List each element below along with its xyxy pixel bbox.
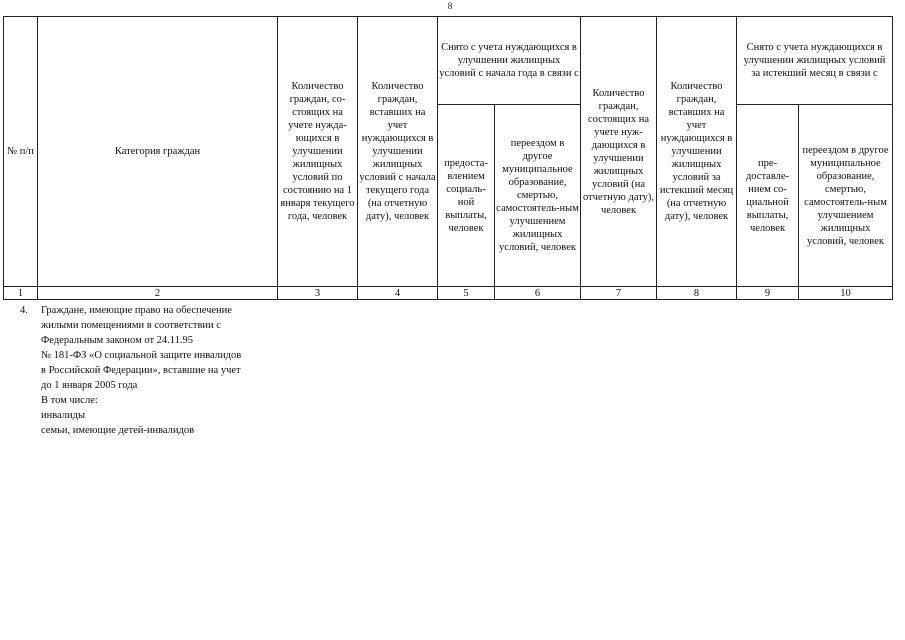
column-number: 6 [495, 287, 581, 300]
category-line: жилыми помещениями в соответствии с [41, 320, 221, 331]
category-line: № 181-ФЗ «О социальной защите инвалидов [41, 350, 242, 361]
header-col-added-last-month: Количество граждан, вставших на учет нуждающихся в улучшении жилищных условий за истекший месяц (на отчетную дату), человек [657, 17, 737, 287]
header-col-category: Категория граждан [38, 17, 278, 287]
column-number: 1 [4, 287, 38, 300]
header-col-relocation-month: переездом в другое муниципальное образование, смертью, самостоятель-ным улучшением жилищных условий, человек [799, 105, 893, 287]
header-col-registered-start: Количество граждан, со-стоящих на учете нужда-ющихся в улучшении жилищных условий по состоянию на 1 января текущего года, человек [278, 17, 358, 287]
header-row-1 [4, 17, 893, 105]
category-line: Федеральным законом от 24.11.95 [41, 335, 194, 346]
subcategory-disabled: инвалиды [41, 410, 86, 421]
subheading-in-total: В том числе: [41, 395, 98, 406]
category-line: Граждане, имеющие право на обеспечение [41, 305, 232, 316]
column-number: 3 [278, 287, 358, 300]
column-number: 8 [657, 287, 737, 300]
column-number: 10 [799, 287, 893, 300]
column-number: 7 [581, 287, 657, 300]
column-number-row [4, 287, 893, 300]
category-line: до 1 января 2005 года [41, 380, 138, 391]
row-number: 4. [20, 305, 28, 316]
header-col-social-payment: предоста-влением социаль-ной выплаты, человек [438, 105, 495, 287]
header-col-registered-now: Количество граждан, состоящих на учете нуж-дающихся в улучшении жилищных условий (на отчетную дату), человек [581, 17, 657, 287]
header-group-removed-last-month: Снято с учета нуждающихся в улучшении жилищных условий за истекший месяц в связи с [737, 17, 893, 105]
column-number: 4 [358, 287, 438, 300]
column-number: 5 [438, 287, 495, 300]
column-number: 2 [38, 287, 278, 300]
row-category-text [41, 303, 301, 438]
report-table [3, 16, 893, 300]
header-col-number: № п/п [4, 17, 38, 287]
header-col-relocation: переездом в другое муниципальное образование, смертью, самостоятель-ным улучшением жилищных условий, человек [495, 105, 581, 287]
header-col-social-payment-month: пре-доставле-нием со-циальной выплаты, человек [737, 105, 799, 287]
category-line: в Российской Федерации», вставшие на учет [41, 365, 241, 376]
page-number: 8 [447, 1, 453, 11]
header-col-added-since-year: Количество граждан, вставших на учет нуждающихся в улучшении жилищных условий с начала текущего года (на отчетную дату), человек [358, 17, 438, 287]
header-group-removed-since-year: Снято с учета нуждающихся в улучшении жилищных условий с начала года в связи с [438, 17, 581, 105]
subcategory-families-disabled-children: семьи, имеющие детей-инвалидов [41, 425, 195, 436]
column-number: 9 [737, 287, 799, 300]
